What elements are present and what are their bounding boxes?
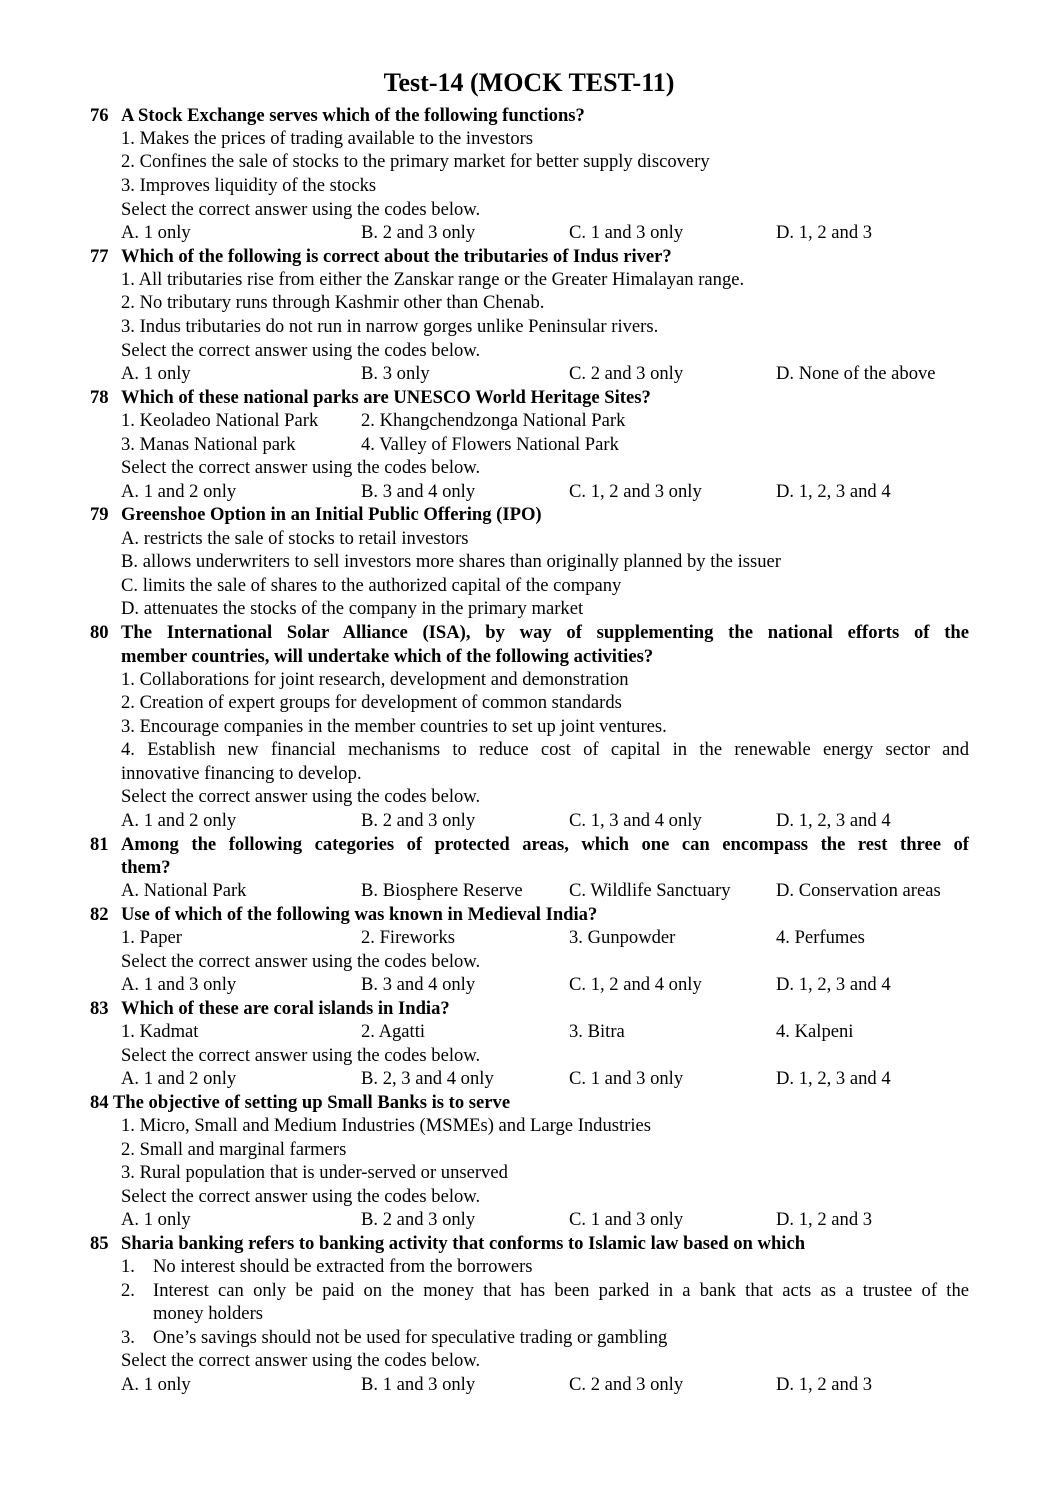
statement: 2. Small and marginal farmers <box>121 1139 347 1160</box>
codes-instruction: Select the correct answer using the codes below. <box>121 786 481 807</box>
question-text: Greenshoe Option in an Initial Public Offering (IPO) <box>121 504 542 525</box>
statement-number: 3. <box>121 1327 135 1348</box>
option-b: B. 3 only <box>361 363 430 384</box>
page-title: Test-14 (MOCK TEST-11) <box>383 68 675 97</box>
codes-instruction: Select the correct answer using the codes below. <box>121 951 481 972</box>
option-a: A. 1 only <box>121 363 191 384</box>
option-b: B. 1 and 3 only <box>361 1374 476 1395</box>
option-a: A. 1 only <box>121 222 191 243</box>
question-number: 78 <box>90 387 109 408</box>
question-number: 77 <box>90 246 109 267</box>
statement: 3. Manas National park <box>121 434 296 455</box>
option-c: C. 1 and 3 only <box>569 1209 684 1230</box>
statement: 2. Agatti <box>361 1021 426 1042</box>
question-number: 80 <box>90 622 109 643</box>
statement: 1. Paper <box>121 927 182 948</box>
question-text: Which of the following is correct about the tributaries of Indus river? <box>121 246 672 267</box>
option-d: D. attenuates the stocks of the company in the primary market <box>121 598 584 619</box>
option-a: A. 1 and 2 only <box>121 1068 237 1089</box>
option-d: D. 1, 2 and 3 <box>776 222 873 243</box>
option-c: C. Wildlife Sanctuary <box>569 880 731 901</box>
statement: 1. Kadmat <box>121 1021 199 1042</box>
option-b: B. 2, 3 and 4 only <box>361 1068 494 1089</box>
statement: 3. Bitra <box>569 1021 625 1042</box>
statement: 1. Keoladeo National Park <box>121 410 319 431</box>
statement: 3. Rural population that is under-served or unserved <box>121 1162 508 1183</box>
option-c: C. 1, 2 and 4 only <box>569 974 702 995</box>
option-c: C. 1 and 3 only <box>569 222 684 243</box>
question-text: Which of these national parks are UNESCO World Heritage Sites? <box>121 387 651 408</box>
question-number: 83 <box>90 998 109 1019</box>
option-d: D. 1, 2, 3 and 4 <box>776 974 891 995</box>
statement: money holders <box>153 1303 263 1324</box>
question-text: The International Solar Alliance (ISA), by way of supplementing the national efforts of the <box>121 622 969 643</box>
option-c: C. 1, 2 and 3 only <box>569 481 702 502</box>
option-b: B. 3 and 4 only <box>361 481 476 502</box>
option-c: C. 2 and 3 only <box>569 363 684 384</box>
codes-instruction: Select the correct answer using the codes below. <box>121 1045 481 1066</box>
statement: 1. Makes the prices of trading available to the investors <box>121 128 534 149</box>
statement: No interest should be extracted from the borrowers <box>153 1256 533 1277</box>
statement: Interest can only be paid on the money that has been parked in a bank that acts as a trustee of the <box>153 1280 969 1301</box>
question-text: Which of these are coral islands in India? <box>121 998 450 1019</box>
option-d: D. 1, 2, 3 and 4 <box>776 481 891 502</box>
statement: 3. Encourage companies in the member countries to set up joint ventures. <box>121 716 667 737</box>
question-number: 82 <box>90 904 109 925</box>
option-a: A. 1 and 2 only <box>121 481 237 502</box>
option-b: B. 3 and 4 only <box>361 974 476 995</box>
statement: 2. Fireworks <box>361 927 455 948</box>
option-a: A. 1 only <box>121 1209 191 1230</box>
option-b: B. allows underwriters to sell investors more shares than originally planned by the issuer <box>121 551 781 572</box>
statement: 4. Establish new financial mechanisms to reduce cost of capital in the renewable energy sector and <box>121 739 969 760</box>
option-a: A. National Park <box>121 880 247 901</box>
option-b: B. Biosphere Reserve <box>361 880 523 901</box>
statement: 3. Gunpowder <box>569 927 676 948</box>
question-text: member countries, will undertake which of the following activities? <box>121 646 654 667</box>
option-a: A. 1 only <box>121 1374 191 1395</box>
statement: innovative financing to develop. <box>121 763 362 784</box>
question-text: them? <box>121 857 171 878</box>
statement: 4. Valley of Flowers National Park <box>361 434 619 455</box>
statement-number: 2. <box>121 1280 135 1301</box>
option-c: C. 1 and 3 only <box>569 1068 684 1089</box>
option-a: A. 1 and 3 only <box>121 974 237 995</box>
question-text: Among the following categories of protected areas, which one can encompass the rest three of <box>121 834 969 855</box>
statement: 3. Indus tributaries do not run in narrow gorges unlike Peninsular rivers. <box>121 316 659 337</box>
statement: 3. Improves liquidity of the stocks <box>121 175 377 196</box>
option-d: D. 1, 2 and 3 <box>776 1374 873 1395</box>
option-c: C. 1, 3 and 4 only <box>569 810 702 831</box>
statement: 2. Confines the sale of stocks to the primary market for better supply discovery <box>121 151 710 172</box>
option-d: D. Conservation areas <box>776 880 941 901</box>
question-text: A Stock Exchange serves which of the following functions? <box>121 105 585 126</box>
question-number: 81 <box>90 834 109 855</box>
statement: One’s savings should not be used for speculative trading or gambling <box>153 1327 668 1348</box>
option-d: D. 1, 2, 3 and 4 <box>776 810 891 831</box>
statement: 2. Creation of expert groups for development of common standards <box>121 692 622 713</box>
question-text: Use of which of the following was known in Medieval India? <box>121 904 598 925</box>
option-d: D. 1, 2, 3 and 4 <box>776 1068 891 1089</box>
option-c: C. limits the sale of shares to the authorized capital of the company <box>121 575 622 596</box>
option-a: A. restricts the sale of stocks to retail investors <box>121 528 469 549</box>
statement: 1. Collaborations for joint research, development and demonstration <box>121 669 629 690</box>
question-number: 85 <box>90 1233 109 1254</box>
codes-instruction: Select the correct answer using the codes below. <box>121 199 481 220</box>
option-b: B. 2 and 3 only <box>361 1209 476 1230</box>
option-d: D. 1, 2 and 3 <box>776 1209 873 1230</box>
codes-instruction: Select the correct answer using the codes below. <box>121 1186 481 1207</box>
statement: 2. No tributary runs through Kashmir other than Chenab. <box>121 292 545 313</box>
question-text: 84 The objective of setting up Small Banks is to serve <box>90 1092 511 1113</box>
statement: 1. All tributaries rise from either the Zanskar range or the Greater Himalayan range. <box>121 269 745 290</box>
option-a: A. 1 and 2 only <box>121 810 237 831</box>
option-b: B. 2 and 3 only <box>361 810 476 831</box>
codes-instruction: Select the correct answer using the codes below. <box>121 1350 481 1371</box>
question-number: 79 <box>90 504 109 525</box>
statement: 2. Khangchendzonga National Park <box>361 410 626 431</box>
option-c: C. 2 and 3 only <box>569 1374 684 1395</box>
codes-instruction: Select the correct answer using the codes below. <box>121 340 481 361</box>
option-d: D. None of the above <box>776 363 936 384</box>
option-b: B. 2 and 3 only <box>361 222 476 243</box>
codes-instruction: Select the correct answer using the codes below. <box>121 457 481 478</box>
question-number: 76 <box>90 105 109 126</box>
statement: 1. Micro, Small and Medium Industries (MSMEs) and Large Industries <box>121 1115 652 1136</box>
statement-number: 1. <box>121 1256 135 1277</box>
statement: 4. Perfumes <box>776 927 865 948</box>
statement: 4. Kalpeni <box>776 1021 854 1042</box>
question-text: Sharia banking refers to banking activity that conforms to Islamic law based on which <box>121 1233 806 1254</box>
